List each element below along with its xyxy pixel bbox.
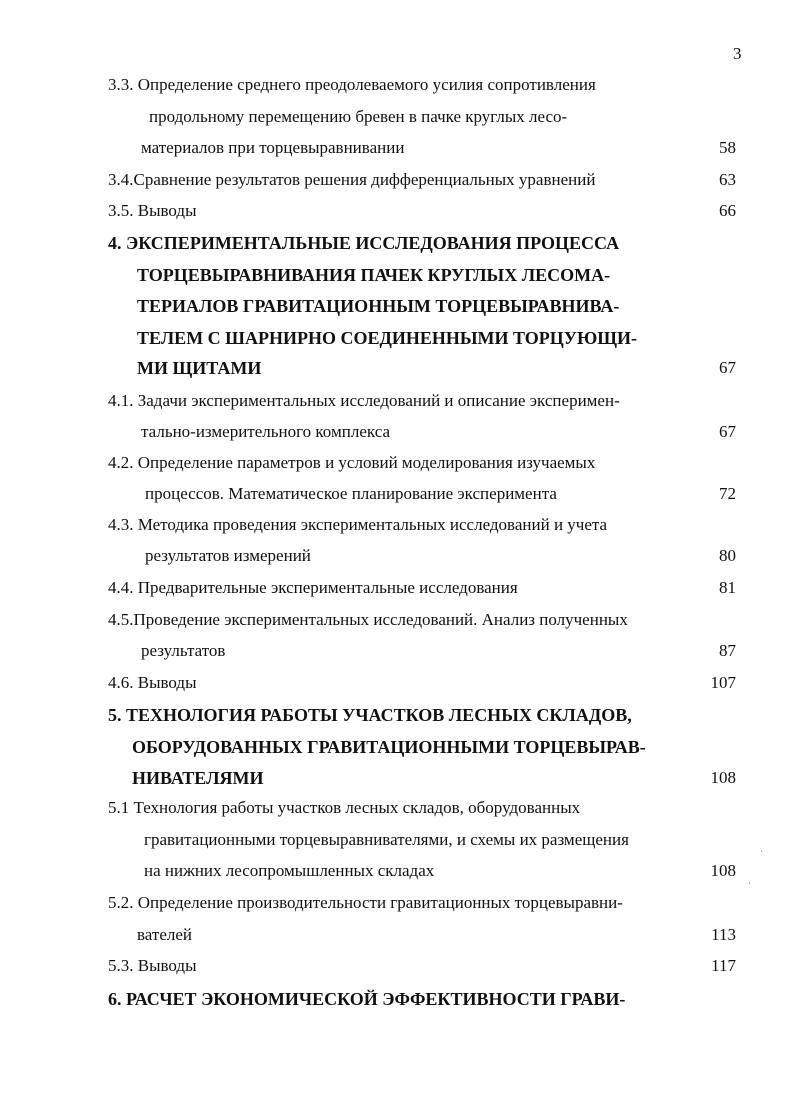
toc-entry-5-1-page: 108 (710, 861, 736, 880)
toc-entry-4-6-line-1: 4.6. Выводы (108, 673, 197, 692)
toc-chapter-5-line-2: ОБОРУДОВАННЫХ ГРАВИТАЦИОННЫМИ ТОРЦЕВЫРАВ- (132, 737, 646, 757)
toc-entry-4-4-page: 81 (719, 578, 736, 597)
toc-entry-4-4-line-1: 4.4. Предварительные экспериментальные исследования (108, 578, 518, 597)
toc-entry-5-1-line-2: гравитационными торцевыравнивателями, и схемы их размещения (144, 830, 629, 849)
toc-entry-4-2-line-1: 4.2. Определение параметров и условий моделирования изучаемых (108, 453, 596, 472)
toc-entry-5-3-page: 117 (711, 956, 736, 975)
toc-chapter-5-page: 108 (710, 768, 736, 787)
toc-entry-3-3-page: 58 (719, 138, 736, 157)
toc-entry-5-1-line-1: 5.1 Технология работы участков лесных складов, оборудованных (108, 798, 581, 817)
toc-entry-5-2-page: 113 (711, 925, 736, 944)
toc-entry-3-3-line-3: материалов при торцевыравнивании (141, 138, 405, 157)
toc-entry-4-5-line-1: 4.5.Проведение экспериментальных исследований. Анализ полученных (108, 610, 628, 629)
toc-entry-5-2-line-1: 5.2. Определение производительности гравитационных торцевыравни- (108, 893, 623, 912)
toc-chapter-4-line-2: ТОРЦЕВЫРАВНИВАНИЯ ПАЧЕК КРУГЛЫХ ЛЕСОМА- (137, 265, 611, 285)
toc-entry-4-3-page: 80 (719, 546, 736, 565)
toc-chapter-5-line-3: НИВАТЕЛЯМИ (132, 768, 264, 788)
toc-entry-4-1-line-2: тально-измерительного комплекса (141, 422, 390, 441)
toc-entry-3-5-page: 66 (719, 201, 736, 220)
toc-chapter-4-line-3: ТЕРИАЛОВ ГРАВИТАЦИОННЫМ ТОРЦЕВЫРАВНИВА- (137, 296, 620, 316)
toc-entry-5-3-line-1: 5.3. Выводы (108, 956, 197, 975)
toc-entry-3-5-line-1: 3.5. Выводы (108, 201, 197, 220)
page-number: 3 (733, 44, 742, 63)
toc-chapter-4-line-4: ТЕЛЕМ С ШАРНИРНО СОЕДИНЕННЫМИ ТОРЦУЮЩИ- (137, 328, 638, 348)
toc-entry-4-2-page: 72 (719, 484, 736, 503)
toc-entry-4-3-line-2: результатов измерений (145, 546, 311, 565)
toc-chapter-4-page: 67 (719, 358, 736, 377)
scan-speck: · (748, 878, 751, 888)
toc-entry-4-1-line-1: 4.1. Задачи экспериментальных исследований и описание эксперимен- (108, 391, 620, 410)
toc-entry-4-5-line-2: результатов (141, 641, 226, 660)
toc-entry-4-2-line-2: процессов. Математическое планирование эксперимента (145, 484, 557, 503)
toc-entry-4-6-page: 107 (710, 673, 736, 692)
toc-entry-4-3-line-1: 4.3. Методика проведения экспериментальных исследований и учета (108, 515, 608, 534)
toc-entry-3-3-line-2: продольному перемещению бревен в пачке круглых лесо- (149, 107, 568, 126)
toc-entry-5-2-line-2: вателей (137, 925, 193, 944)
toc-entry-3-3-line-1: 3.3. Определение среднего преодолеваемого усилия сопротивления (108, 75, 596, 94)
toc-entry-4-1-page: 67 (719, 422, 736, 441)
toc-entry-3-4-line-1: 3.4.Сравнение результатов решения дифференциальных уравнений (108, 170, 596, 189)
toc-chapter-4-line-5: МИ ЩИТАМИ (137, 358, 262, 378)
toc-chapter-6-line-1: 6. РАСЧЕТ ЭКОНОМИЧЕСКОЙ ЭФФЕКТИВНОСТИ ГРАВИ- (108, 989, 626, 1009)
toc-entry-5-1-line-3: на нижних лесопромышленных складах (144, 861, 435, 880)
toc-chapter-4-line-1: 4. ЭКСПЕРИМЕНТАЛЬНЫЕ ИССЛЕДОВАНИЯ ПРОЦЕССА (108, 233, 620, 253)
toc-chapter-5-line-1: 5. ТЕХНОЛОГИЯ РАБОТЫ УЧАСТКОВ ЛЕСНЫХ СКЛАДОВ, (108, 705, 632, 725)
scan-speck: · (760, 846, 763, 856)
toc-entry-4-5-page: 87 (719, 641, 736, 660)
toc-entry-3-4-page: 63 (719, 170, 736, 189)
